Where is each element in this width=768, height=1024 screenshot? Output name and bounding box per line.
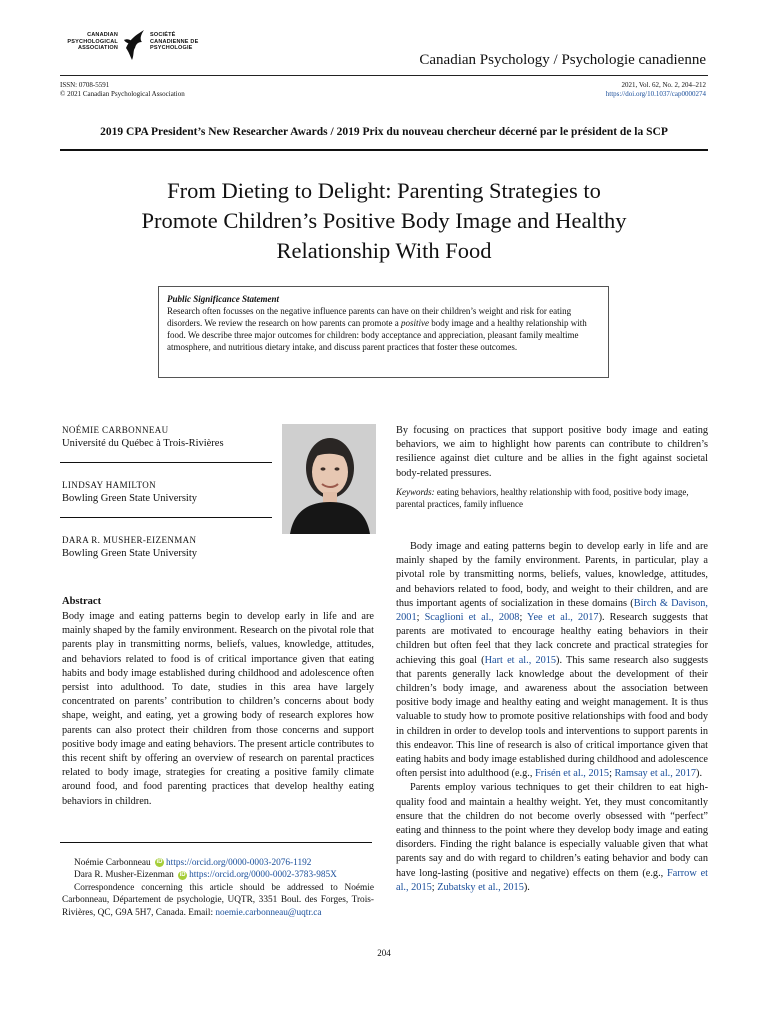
cpa-logo [60,28,200,68]
body-paragraph: Parents employ various techniques to get their children to eat high-quality food and maintain a healthy weight. Yet, they must concomitantly ensure that the children do not become overly obsessed with “perfect” eating and thinness to the point where they develop body image and eating disorders. Finding the right balance is especially valuable given that what parents say and do with regard to children’s eating behavior and body can have long-lasting (positive and negative) effects on them (e.g., Farrow et al., 2015; Zubatsky et al., 2015). [396,782,708,893]
author-affiliation: Université du Québec à Trois-Rivières [62,438,224,449]
author-note [62,857,374,919]
orcid-icon: iD [156,859,163,866]
keywords-text: eating behaviors, healthy relationship with food, positive body image, parental practices, family influence [396,487,689,509]
title-line: Relationship With Food [276,238,492,263]
orcid-line: Dara R. Musher-Eizenman iD https://orcid.org/0000-0002-3783-985X [74,870,337,881]
logo-text-fr: SOCIÉTÉ CANADIENNE DE PSYCHOLOGIE [150,32,199,51]
significance-statement [158,286,609,378]
author-block [62,479,274,505]
citation-link[interactable]: Hart et al., 2015 [484,654,557,666]
citation-link[interactable]: Farrow et al., 2015 [396,867,708,893]
abstract-text: Body image and eating patterns begin to develop early in life and are mainly shaped by the family environment. Research on the pivotal role that parents play in transmitting norms, beliefs, values, knowledge, attitudes, and behaviors related to food is of critical importance given that eating habits and body image established during childhood and adolescence often persist into adulthood. To date, studies in this area have largely concentrated on parents’ contribution to children’s concerns about body shape, weight, and eating, yet a growing body of research explores how parents can also protect their children from those concerns and support positive body image and eating behaviors. The present article contributes to this recent shift by offering an overview of research on parental practices related to body image, strategies for creating a positive family climate around food, and food parenting practices that develop healthy eating behaviors in children. [62,611,374,807]
journal-name: Canadian Psychology / Psychologie canadienne [419,52,706,68]
significance-heading: Public Significance Statement [167,294,279,304]
copyright: © 2021 Canadian Psychological Association [60,90,185,98]
author-photo [282,424,376,534]
citation-link[interactable]: Yee et al., 2017 [527,612,599,624]
author-divider [60,462,272,463]
orcid-icon: iD [179,871,186,878]
author-block [62,534,274,560]
footnote-divider [60,842,372,843]
portrait-image [282,424,376,534]
author-divider [60,517,272,518]
citation-link[interactable]: Frisén et al., 2015 [534,768,610,780]
email-link[interactable]: noemie.carbonneau@uqtr.ca [215,907,322,918]
publication-meta-right [606,81,706,99]
publication-meta-left [60,81,185,99]
body-paragraph: Body image and eating patterns begin to develop early in life and are mainly shaped by the family environment. Parents, in particular, play a pivotal role by transmitting norms, beliefs, values, knowledge, attitudes, and behaviors related to food, body, and weight to their children, and are thus important agents of socialization in these domains (Birch & Davison, 2001; Scaglioni et al., 2008; Yee et al., 2017). Research suggests that parents are motivated to encourage healthy eating behaviors in their children but often feel that they lack concrete and practical strategies for achieving this goal (Hart et al., 2015). This same research also suggests that parents generally lack knowledge about the development of their children’s body image, and awareness about the association between positive body image and healthy eating and weight management. It is thus valuable to study how to promote positive relationships with food and body in children in order to develop tools and interventions to support parents in this endeavor. This line of research is also of critical importance given that eating habits and body image established during childhood and adolescence often persist into adulthood (e.g., Frisén et al., 2015; Ramsay et al., 2017). [396,541,709,780]
keywords [396,486,708,510]
author-name: NOÉMIE CARBONNEAU [62,425,169,435]
page-number: 204 [377,948,391,958]
significance-text: Research often focusses on the negative influence parents can have on their children’s weight and risk for eating disorders. We review the research on how parents can promote a positive body image and a healthy relationship with food. We describe three major outcomes for children: body acceptance and appreciation, pleasant family mealtime atmosphere, and nutritious dietary intake, and discuss parent practices that foster these outcomes. [167,306,587,352]
orcid-link[interactable]: https://orcid.org/0000-0003-2076-1192 [166,858,312,868]
body-text [396,540,708,895]
title-line: From Dieting to Delight: Parenting Strategies to [167,178,601,203]
author-name: DARA R. MUSHER-EIZENMAN [62,535,197,545]
correspondence: Correspondence concerning this article should be addressed to Noémie Carbonneau, Département de psychologie, UQTR, 3351 Boul. des Forges, Trois-Rivières, QC, G9A 5H7, Canada. Email: noemie.carbonneau@uqtr.ca [62,882,374,918]
title-line: Promote Children’s Positive Body Image and Healthy [141,208,627,233]
abstract-heading: Abstract [62,596,102,607]
citation-link[interactable]: Birch & Davison, 2001 [396,597,709,624]
doi-link[interactable]: https://doi.org/10.1037/cap0000274 [605,90,706,98]
article-title [80,176,688,266]
citation-link[interactable]: Zubatsky et al., 2015 [437,881,524,893]
author-affiliation: Bowling Green State University [62,548,198,559]
citation-link[interactable]: Scaglioni et al., 2008 [424,612,520,624]
logo-text-en: CANADIAN PSYCHOLOGICAL ASSOCIATION [67,32,118,51]
citation-link[interactable]: Ramsay et al., 2017 [614,768,697,780]
bird-logo-icon [120,28,148,62]
award-banner: 2019 CPA President’s New Researcher Awards / 2019 Prix du nouveau chercheur décerné par le président de la SCP [100,126,668,138]
header-divider [60,75,708,76]
author-name: LINDSAY HAMILTON [62,480,156,490]
keywords-label: Keywords: [396,487,435,497]
intro-paragraph: By focusing on practices that support positive body image and eating behaviors, we aim to highlight how parents can contribute to children’s resilience against diet culture and be allies in the fight against societal body-related pressures. [396,425,708,479]
banner-divider [60,149,708,151]
orcid-line: Noémie Carbonneau iD https://orcid.org/0000-0003-2076-1192 [74,858,312,868]
volume-info: 2021, Vol. 62, No. 2, 204–212 [621,81,706,89]
orcid-link[interactable]: https://orcid.org/0000-0002-3783-985X [189,870,337,881]
author-affiliation: Bowling Green State University [62,493,198,504]
issn: ISSN: 0708-5591 [60,81,110,89]
author-block [62,424,274,450]
